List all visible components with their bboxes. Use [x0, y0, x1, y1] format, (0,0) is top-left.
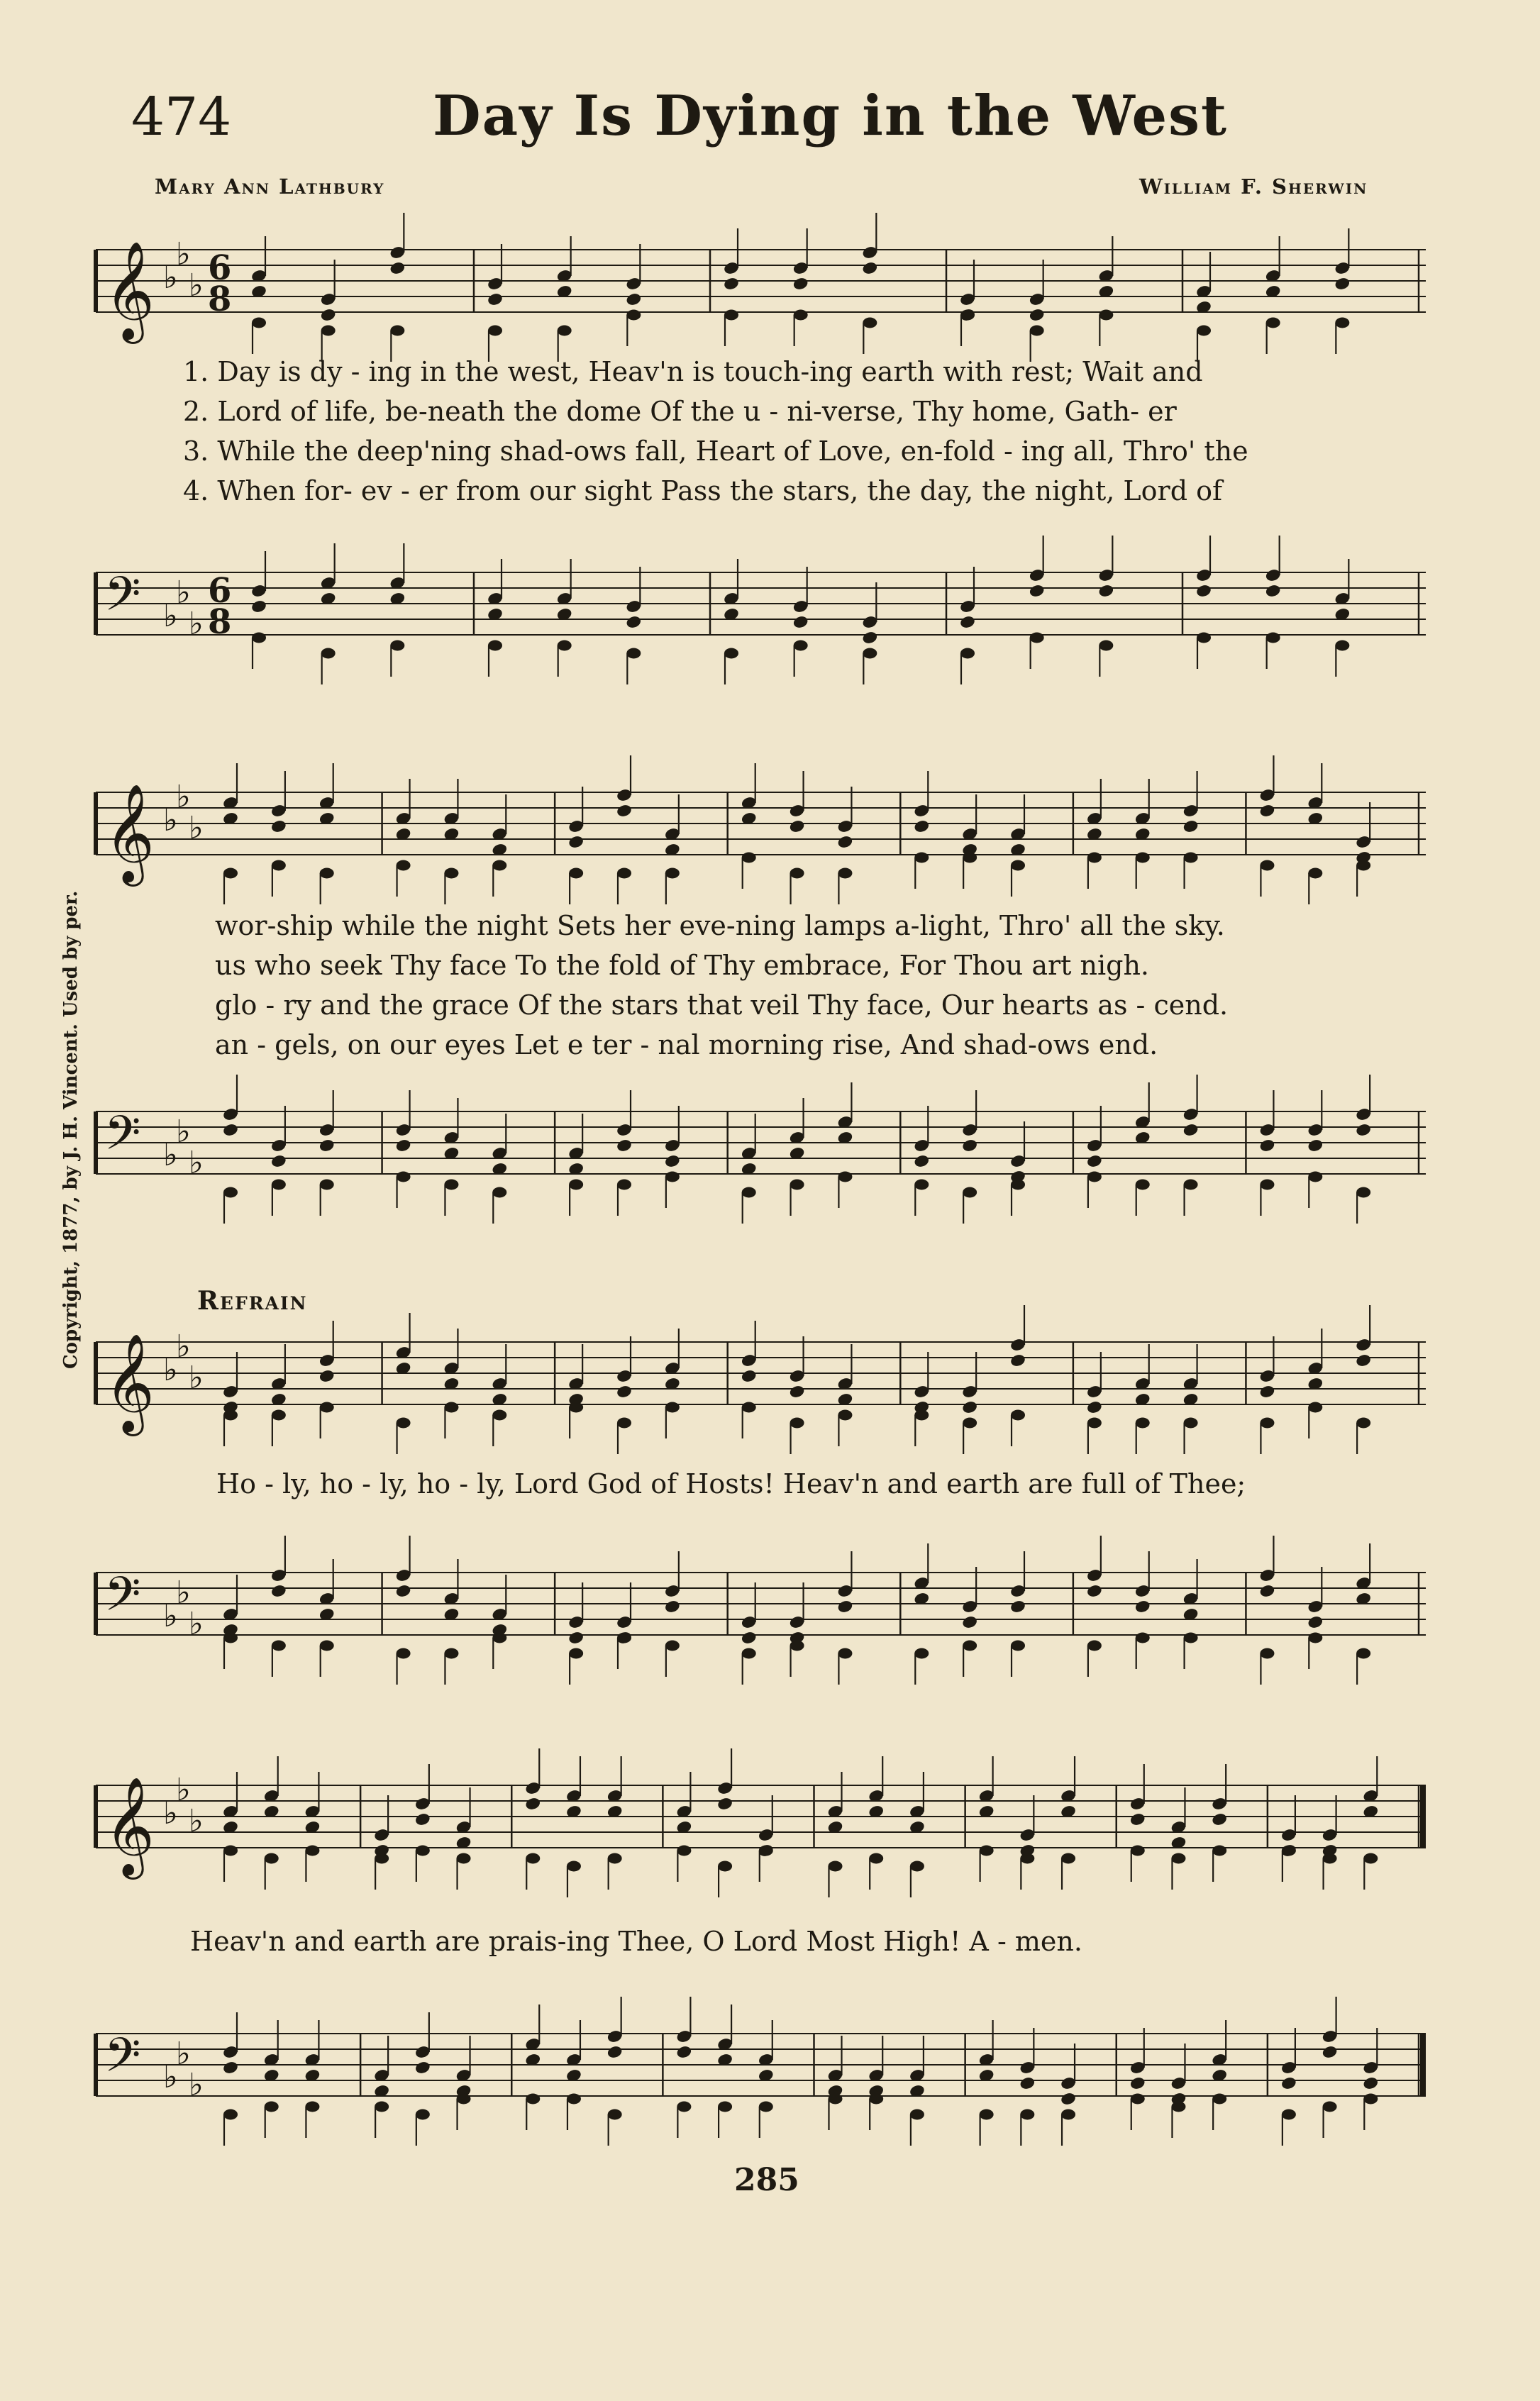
notehead: [558, 641, 572, 651]
notehead: [617, 1418, 631, 1429]
notehead: [1086, 1584, 1103, 1599]
verse-3-line-1: 3. While the deep'ning shad-ows fall, Heart of Love, en-fold - ing all, Thro' the: [183, 436, 1248, 467]
notehead: [913, 819, 930, 834]
time-signature-bottom: 8: [208, 602, 232, 642]
time-signature-top: 6: [208, 571, 232, 611]
notehead: [1184, 853, 1198, 863]
notehead: [414, 1812, 431, 1827]
notehead: [397, 1418, 411, 1429]
bass-staff-system-3: [96, 1564, 1426, 1643]
notehead: [869, 1853, 883, 1864]
notehead: [444, 1648, 458, 1659]
notehead: [320, 1180, 334, 1190]
notehead: [869, 2094, 883, 2105]
treble-staff-system-3: [96, 1329, 1426, 1432]
page-number: 285: [734, 2162, 799, 2198]
notehead: [617, 868, 631, 879]
flat-sign: ♭: [189, 1360, 204, 1396]
notehead: [1019, 2076, 1036, 2091]
notehead: [1258, 804, 1275, 819]
notehead: [265, 1853, 279, 1864]
notehead: [794, 310, 808, 321]
bass-clef: 𝄢: [104, 1106, 141, 1172]
notehead: [963, 853, 977, 863]
notehead: [1356, 860, 1370, 871]
notehead: [625, 615, 642, 630]
flat-sign: ♭: [189, 267, 204, 304]
notehead: [488, 641, 502, 651]
notehead: [320, 308, 337, 323]
notehead: [1061, 2109, 1075, 2120]
notehead: [617, 1633, 631, 1643]
notehead: [1356, 1187, 1370, 1198]
notehead: [1280, 2076, 1297, 2091]
time-signature-top: 6: [208, 248, 232, 288]
notehead: [665, 1402, 680, 1413]
flat-sign: ♭: [176, 779, 191, 815]
notehead: [492, 1410, 506, 1421]
notehead: [608, 1853, 622, 1864]
notehead: [416, 1846, 430, 1856]
notehead: [1260, 860, 1274, 871]
notehead: [980, 1846, 994, 1856]
notehead: [665, 1641, 680, 1651]
notehead: [759, 1846, 773, 1856]
notehead: [914, 1410, 929, 1421]
notehead: [569, 1648, 583, 1659]
notehead: [222, 2061, 239, 2075]
notehead: [790, 1418, 804, 1429]
author-credit: Mary Ann Lathbury: [155, 174, 385, 199]
treble-clef: 𝄞: [104, 784, 155, 882]
time-signature-bottom: 8: [208, 279, 232, 319]
treble-staff-system-4: [96, 1772, 1426, 1875]
notehead: [1182, 1123, 1200, 1138]
flat-sign: ♭: [189, 2067, 204, 2103]
notehead: [665, 868, 680, 879]
notehead: [913, 1154, 930, 1169]
notehead: [914, 1180, 929, 1190]
notehead: [1356, 1648, 1370, 1659]
notehead: [1335, 318, 1349, 328]
copyright-notice: Copyright, 1877, by J. H. Vincent. Used by per.: [60, 890, 82, 1369]
notehead: [1087, 1418, 1102, 1429]
notehead: [492, 1187, 506, 1198]
notehead: [1020, 1853, 1034, 1864]
refrain-label: Refrain: [197, 1286, 308, 1316]
notehead: [321, 648, 336, 659]
flat-sign: ♭: [163, 1598, 178, 1634]
notehead: [1060, 2092, 1077, 2107]
notehead: [838, 1172, 852, 1182]
verse-4-line-2: an - gels, on our eyes Let e ter - nal morning rise, And shad-ows end.: [215, 1029, 1158, 1060]
notehead: [270, 819, 287, 834]
notehead: [1258, 1584, 1275, 1599]
notehead: [526, 2094, 540, 2105]
notehead: [222, 1123, 239, 1138]
notehead: [1087, 1641, 1102, 1651]
notehead: [716, 1797, 733, 1812]
notehead: [759, 2102, 773, 2112]
notehead: [718, 2102, 732, 2112]
notehead: [1020, 2109, 1034, 2120]
notehead: [321, 326, 336, 336]
hymn-number: 474: [131, 87, 232, 148]
notehead: [1308, 1172, 1322, 1182]
notehead: [444, 868, 458, 879]
notehead: [963, 1418, 977, 1429]
notehead: [305, 2102, 319, 2112]
notehead: [616, 804, 633, 819]
notehead: [526, 1853, 540, 1864]
notehead: [1136, 853, 1150, 863]
notehead: [567, 1631, 585, 1646]
notehead: [524, 1797, 541, 1812]
treble-clef: 𝄞: [104, 1333, 155, 1432]
notehead: [457, 2094, 471, 2105]
notehead: [320, 868, 334, 879]
notehead: [625, 292, 642, 307]
refrain-lyric-line-2: Heav'n and earth are prais-ing Thee, O Lord Most High! A - men.: [190, 1926, 1082, 1957]
notehead: [492, 1633, 506, 1643]
notehead: [1307, 1138, 1324, 1153]
notehead: [794, 641, 808, 651]
notehead: [1308, 1402, 1322, 1413]
notehead: [223, 1410, 238, 1421]
notehead: [569, 1402, 583, 1413]
notehead: [1355, 1353, 1372, 1368]
notehead: [861, 631, 878, 645]
notehead: [569, 1180, 583, 1190]
notehead: [390, 641, 404, 651]
notehead: [1097, 584, 1114, 599]
notehead: [1011, 860, 1025, 871]
hymn-title: Day Is Dying in the West: [433, 84, 1229, 148]
notehead: [1087, 1172, 1102, 1182]
notehead: [1030, 633, 1044, 643]
flat-sign: ♭: [163, 2059, 178, 2095]
notehead: [963, 1187, 977, 1198]
notehead: [1061, 1853, 1075, 1864]
bass-staff-system-4: [96, 2025, 1426, 2105]
notehead: [1260, 1648, 1274, 1659]
notehead: [742, 853, 756, 863]
notehead: [1266, 318, 1280, 328]
flat-sign: ♭: [176, 1772, 191, 1808]
notehead: [742, 1648, 756, 1659]
notehead: [961, 1400, 978, 1415]
treble-clef: 𝄞: [104, 1777, 155, 1875]
notehead: [1260, 1418, 1274, 1429]
notehead: [1099, 641, 1113, 651]
notehead: [963, 1641, 977, 1651]
verse-2-line-1: 2. Lord of life, be-neath the dome Of the u - ni-verse, Thy home, Gath- er: [183, 396, 1177, 427]
notehead: [1131, 1846, 1145, 1856]
notehead: [223, 2109, 238, 2120]
notehead: [223, 868, 238, 879]
notehead: [488, 326, 502, 336]
notehead: [1266, 633, 1280, 643]
notehead: [792, 615, 809, 630]
notehead: [558, 326, 572, 336]
notehead: [836, 835, 853, 850]
notehead: [1086, 1400, 1103, 1415]
notehead: [444, 1402, 458, 1413]
notehead: [910, 2109, 924, 2120]
notehead: [416, 2109, 430, 2120]
notehead: [397, 860, 411, 871]
flat-sign: ♭: [163, 260, 178, 296]
notehead: [677, 2102, 691, 2112]
treble-clef: 𝄞: [104, 241, 155, 340]
flat-sign: ♭: [163, 802, 178, 838]
composer-credit: William F. Sherwin: [1139, 174, 1368, 199]
notehead: [1308, 868, 1322, 879]
notehead: [1171, 1853, 1185, 1864]
notehead: [1322, 2045, 1339, 2060]
notehead: [375, 1853, 389, 1864]
notehead: [1182, 819, 1200, 834]
flat-sign: ♭: [163, 598, 178, 634]
flat-sign: ♭: [189, 810, 204, 846]
flat-sign: ♭: [163, 1352, 178, 1388]
notehead: [1134, 1599, 1151, 1614]
notehead: [723, 277, 740, 292]
notehead: [664, 1599, 681, 1614]
notehead: [1087, 853, 1102, 863]
notehead: [724, 310, 738, 321]
notehead: [1131, 2094, 1145, 2105]
notehead: [1136, 1633, 1150, 1643]
notehead: [272, 860, 286, 871]
verse-1-line-1: 1. Day is dy - ing in the west, Heav'n is touch-ing earth with rest; Wait and: [183, 356, 1203, 387]
notehead: [1260, 1180, 1274, 1190]
notehead: [395, 1584, 412, 1599]
notehead: [390, 326, 404, 336]
notehead: [863, 648, 877, 659]
notehead: [790, 1641, 804, 1651]
flat-sign: ♭: [189, 606, 204, 642]
notehead: [1129, 1812, 1146, 1827]
notehead: [567, 1861, 581, 1872]
verse-2-line-2: us who seek Thy face To the fold of Thy embrace, For Thou art nigh.: [215, 950, 1150, 981]
notehead: [320, 1402, 334, 1413]
notehead: [272, 1641, 286, 1651]
notehead: [836, 1599, 853, 1614]
notehead: [223, 1187, 238, 1198]
notehead: [677, 1846, 691, 1856]
notehead: [664, 1154, 681, 1169]
notehead: [789, 819, 806, 834]
bass-clef: 𝄢: [104, 1567, 141, 1633]
notehead: [250, 599, 267, 614]
notehead: [1308, 1633, 1322, 1643]
notehead: [829, 1861, 843, 1872]
notehead: [567, 835, 585, 850]
notehead: [861, 261, 878, 276]
notehead: [1356, 1418, 1370, 1429]
notehead: [829, 2094, 843, 2105]
flat-sign: ♭: [176, 2036, 191, 2072]
notehead: [318, 1138, 336, 1153]
notehead: [790, 868, 804, 879]
notehead: [863, 318, 877, 328]
notehead: [1195, 584, 1212, 599]
treble-staff-system-2: [96, 779, 1426, 882]
verse-1-line-2: wor-ship while the night Sets her eve-ning lamps a-light, Thro' all the sky.: [215, 910, 1225, 941]
notehead: [718, 1861, 732, 1872]
notehead: [265, 2102, 279, 2112]
flat-sign: ♭: [176, 1114, 191, 1150]
notehead: [1212, 1846, 1226, 1856]
flat-sign: ♭: [189, 1606, 204, 1642]
notehead: [223, 1846, 238, 1856]
notehead: [270, 1584, 287, 1599]
notehead: [272, 1410, 286, 1421]
notehead: [252, 633, 266, 643]
notehead: [389, 261, 406, 276]
notehead: [608, 2109, 622, 2120]
notehead: [1258, 1385, 1275, 1399]
notehead: [741, 1369, 758, 1384]
notehead: [959, 615, 976, 630]
notehead: [395, 1138, 412, 1153]
notehead: [1184, 1633, 1198, 1643]
notehead: [626, 648, 641, 659]
notehead: [567, 2094, 581, 2105]
flat-sign: ♭: [176, 575, 191, 611]
notehead: [457, 1853, 471, 1864]
notehead: [223, 1633, 238, 1643]
notehead: [1197, 326, 1211, 336]
notehead: [606, 2045, 624, 2060]
notehead: [1265, 584, 1282, 599]
notehead: [1011, 1410, 1025, 1421]
notehead: [414, 2061, 431, 2075]
notehead: [492, 860, 506, 871]
notehead: [272, 1180, 286, 1190]
notehead: [1009, 1353, 1026, 1368]
notehead: [789, 1385, 806, 1399]
bass-clef: 𝄢: [104, 567, 141, 633]
notehead: [1171, 2102, 1185, 2112]
notehead: [742, 1187, 756, 1198]
notehead: [960, 648, 975, 659]
notehead: [1282, 1846, 1296, 1856]
bass-staff-system-1: [96, 564, 1426, 643]
refrain-lyric-line-1: Ho - ly, ho - ly, ho - ly, Lord God of Hosts! Heav'n and earth are full of Thee;: [216, 1468, 1246, 1499]
flat-sign: ♭: [176, 1329, 191, 1365]
notehead: [1009, 1599, 1026, 1614]
notehead: [1211, 1812, 1228, 1827]
flat-sign: ♭: [189, 1145, 204, 1181]
notehead: [1335, 641, 1349, 651]
notehead: [1334, 277, 1351, 292]
notehead: [305, 1846, 319, 1856]
notehead: [569, 868, 583, 879]
notehead: [1184, 1180, 1198, 1190]
notehead: [1129, 2076, 1146, 2091]
notehead: [375, 2102, 389, 2112]
notehead: [838, 1648, 852, 1659]
notehead: [1184, 1418, 1198, 1429]
notehead: [1363, 2094, 1378, 2105]
notehead: [1136, 1180, 1150, 1190]
notehead: [626, 310, 641, 321]
notehead: [1029, 584, 1046, 599]
notehead: [914, 853, 929, 863]
verse-3-line-2: glo - ry and the grace Of the stars that veil Thy face, Our hearts as - cend.: [215, 989, 1229, 1021]
flat-sign: ♭: [176, 236, 191, 272]
notehead: [1029, 308, 1046, 323]
notehead: [397, 1648, 411, 1659]
notehead: [724, 648, 738, 659]
notehead: [914, 1648, 929, 1659]
notehead: [1197, 633, 1211, 643]
notehead: [1363, 1853, 1378, 1864]
notehead: [270, 1154, 287, 1169]
notehead: [1355, 1123, 1372, 1138]
notehead: [320, 1641, 334, 1651]
notehead: [616, 1138, 633, 1153]
bass-clef: 𝄢: [104, 2028, 141, 2094]
notehead: [397, 1172, 411, 1182]
notehead: [616, 1385, 633, 1399]
flat-sign: ♭: [163, 1137, 178, 1173]
flat-sign: ♭: [189, 1803, 204, 1839]
notehead: [1099, 310, 1113, 321]
verse-4-line-1: 4. When for- ev - er from our sight Pass the stars, the day, the night, Lord of: [183, 475, 1223, 506]
notehead: [1323, 1853, 1337, 1864]
notehead: [1282, 2109, 1296, 2120]
notehead: [1030, 326, 1044, 336]
notehead: [444, 1180, 458, 1190]
notehead: [1136, 1418, 1150, 1429]
notehead: [838, 868, 852, 879]
notehead: [1258, 1138, 1275, 1153]
notehead: [960, 310, 975, 321]
notehead: [675, 2045, 692, 2060]
notehead: [910, 1861, 924, 1872]
notehead: [1323, 2102, 1337, 2112]
notehead: [792, 277, 809, 292]
notehead: [1086, 1154, 1103, 1169]
notehead: [318, 1369, 336, 1384]
notehead: [1212, 2094, 1226, 2105]
notehead: [665, 1172, 680, 1182]
notehead: [790, 1180, 804, 1190]
notehead: [252, 318, 266, 328]
flat-sign: ♭: [176, 1575, 191, 1611]
notehead: [1307, 1615, 1324, 1630]
flat-sign: ♭: [163, 1795, 178, 1831]
notehead: [741, 1631, 758, 1646]
notehead: [742, 1402, 756, 1413]
notehead: [980, 2109, 994, 2120]
notehead: [961, 1138, 978, 1153]
notehead: [617, 1180, 631, 1190]
notehead: [1362, 2076, 1379, 2091]
treble-staff-system-1: [96, 236, 1426, 340]
notehead: [487, 292, 504, 307]
notehead: [1011, 1180, 1025, 1190]
notehead: [1011, 1641, 1025, 1651]
notehead: [961, 1615, 978, 1630]
notehead: [838, 1410, 852, 1421]
bass-staff-system-2: [96, 1103, 1426, 1182]
